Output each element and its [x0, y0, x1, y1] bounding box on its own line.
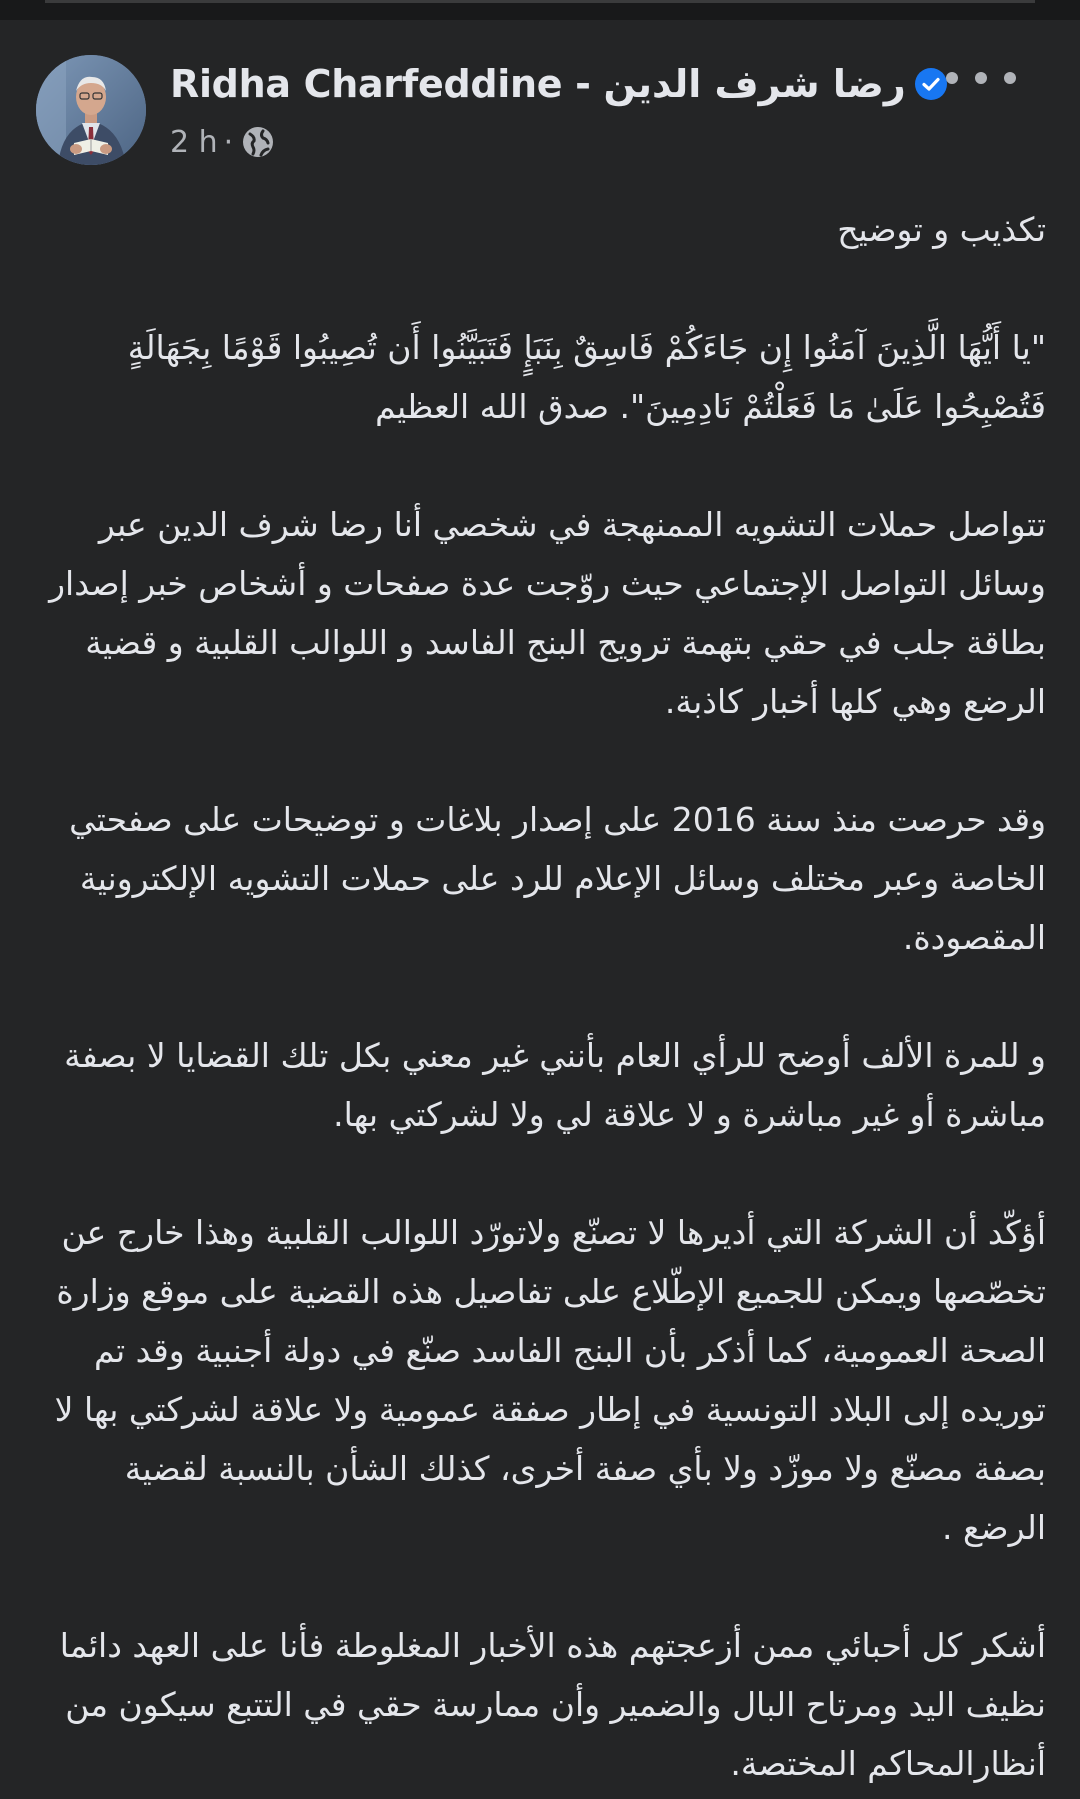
post-paragraph: أؤكّد أن الشركة التي أديرها لا تصنّع ولاتورّد اللوالب القلبية وهذا خارج عن تخصّصها ويمكن للجميع الإطّلاع على تفاصيل هذه القضية على موقع وزارة الصحة العمومية، كما أذكر بأن البنج الفاسد صنّع في دولة أجنبية وقد تم توريده إلى البلاد التونسية في إطار صفقة عمومية ولا علاقة لشركتي بها لا بصفة مصنّع ولا موزّد ولا بأي صفة أخرى، كذلك الشأن بالنسبة لقضية الرضع .	[54, 1213, 1046, 1547]
post-meta	[170, 118, 275, 166]
verified-badge-icon	[914, 67, 948, 101]
post-header	[170, 55, 948, 113]
post-paragraph: وقد حرصت منذ سنة 2016 على إصدار بلاغات و توضيحات على صفحتي الخاصة وعبر مختلف وسائل الإعلام للرد على حملات التشويه الإلكترونية المقصودة.	[69, 800, 1046, 957]
meta-separator: ·	[223, 124, 234, 160]
post-paragraph: و للمرة الألف أوضح للرأي العام بأنني غير معني بكل تلك القضايا لا بصفة مباشرة أو غير مباشرة و لا علاقة لي ولا لشركتي بها.	[64, 1036, 1046, 1134]
post-timestamp[interactable]: 2 h	[170, 124, 218, 160]
post-paragraph: "يا أَيُّهَا الَّذِينَ آمَنُوا إِن جَاءَكُمْ فَاسِقٌ بِنَبَإٍ فَتَبَيَّنُوا أَن تُصِيبُوا قَوْمًا بِجَهَالَةٍ فَتُصْبِحُوا عَلَىٰ مَا فَعَلْتُمْ نَادِمِينَ". صدق الله العظيم	[127, 328, 1046, 426]
post-paragraph: تكذيب و توضيح	[837, 210, 1046, 249]
globe-icon[interactable]	[241, 125, 275, 159]
post-text	[40, 200, 1046, 1793]
post-paragraph: تتواصل حملات التشويه الممنهجة في شخصي أنا رضا شرف الدين عبر وسائل التواصل الإجتماعي حيث روّجت عدة صفحات و أشخاص خبر إصدار بطاقة جلب في حقي بتهمة ترويج البنج الفاسد و اللوالب القلبية و قضية الرضع وهي كلها أخبار كاذبة.	[49, 505, 1046, 721]
author-name[interactable]: Ridha Charfeddine - رضا شرف الدين	[170, 62, 906, 106]
top-divider	[0, 0, 1080, 20]
more-options-icon[interactable]	[946, 60, 1016, 96]
post-paragraph: أشكر كل أحبائي ممن أزعجتهم هذه الأخبار المغلوطة فأنا على العهد دائما نظيف اليد ومرتاح البال والضمير وأن ممارسة حقي في التتبع سيكون من أنظارالمحاكم المختصة.	[59, 1626, 1046, 1783]
avatar-photo	[36, 55, 146, 165]
author-avatar[interactable]	[36, 55, 146, 165]
